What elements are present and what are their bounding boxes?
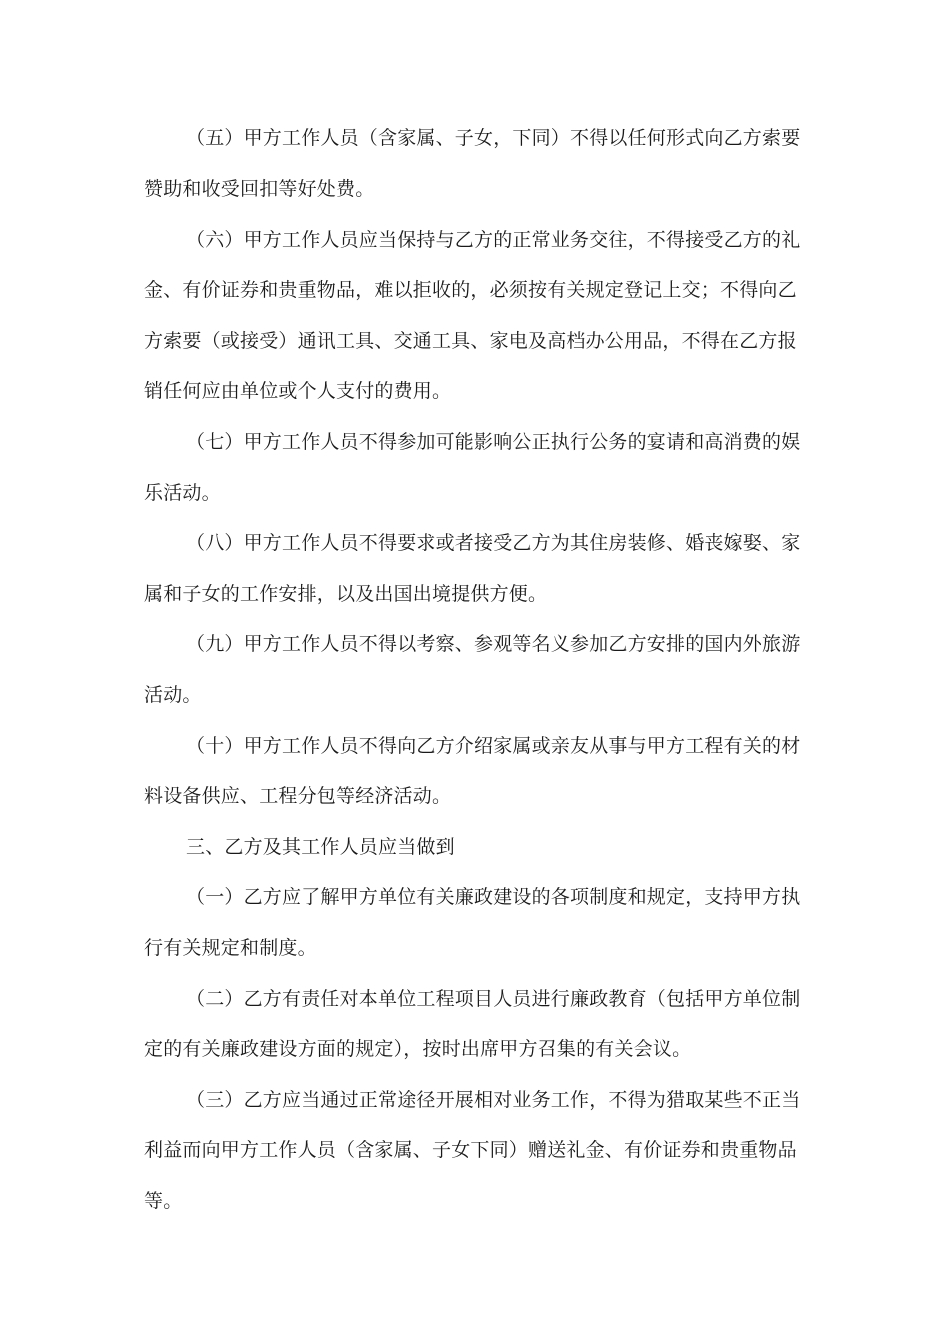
item-3-line-2: 利益而向甲方工作人员（含家属、子女下同）赠送礼金、有价证券和贵重物品 [144,1139,797,1161]
paragraph-10-line-1: （十）甲方工作人员不得向乙方介绍家属或亲友从事与甲方工程有关的材 [186,735,801,757]
paragraph-7-line-1: （七）甲方工作人员不得参加可能影响公正执行公务的宴请和高消费的娱 [186,431,801,453]
paragraph-6-line-2: 金、有价证券和贵重物品，难以拒收的，必须按有关规定登记上交；不得向乙 [144,279,797,301]
item-1-line-1: （一）乙方应了解甲方单位有关廉政建设的各项制度和规定，支持甲方执 [186,886,801,908]
paragraph-9-line-1: （九）甲方工作人员不得以考察、参观等名义参加乙方安排的国内外旅游 [186,633,801,655]
item-3-line-1: （三）乙方应当通过正常途径开展相对业务工作，不得为猎取某些不正当 [186,1089,801,1111]
paragraph-8-line-1: （八）甲方工作人员不得要求或者接受乙方为其住房装修、婚丧嫁娶、家 [186,532,801,554]
paragraph-6-line-1: （六）甲方工作人员应当保持与乙方的正常业务交往，不得接受乙方的礼 [186,229,801,251]
item-3-line-3: 等。 [144,1190,183,1212]
paragraph-8-line-2: 属和子女的工作安排，以及出国出境提供方便。 [144,583,548,605]
paragraph-9-line-2: 活动。 [144,684,202,706]
item-2-line-2: 定的有关廉政建设方面的规定），按时出席甲方召集的有关会议。 [144,1038,692,1060]
paragraph-10-line-2: 料设备供应、工程分包等经济活动。 [144,785,452,807]
paragraph-6-line-3: 方索要（或接受）通讯工具、交通工具、家电及高档办公用品，不得在乙方报 [144,330,797,352]
section-3-heading: 三、乙方及其工作人员应当做到 [186,836,455,858]
paragraph-5-line-1: （五）甲方工作人员（含家属、子女，下同）不得以任何形式向乙方索要 [186,127,801,149]
paragraph-7-line-2: 乐活动。 [144,482,221,504]
item-2-line-1: （二）乙方有责任对本单位工程项目人员进行廉政教育（包括甲方单位制 [186,988,801,1010]
item-1-line-2: 行有关规定和制度。 [144,937,317,959]
paragraph-6-line-4: 销任何应由单位或个人支付的费用。 [144,380,452,402]
paragraph-5-line-2: 赞助和收受回扣等好处费。 [144,178,375,200]
